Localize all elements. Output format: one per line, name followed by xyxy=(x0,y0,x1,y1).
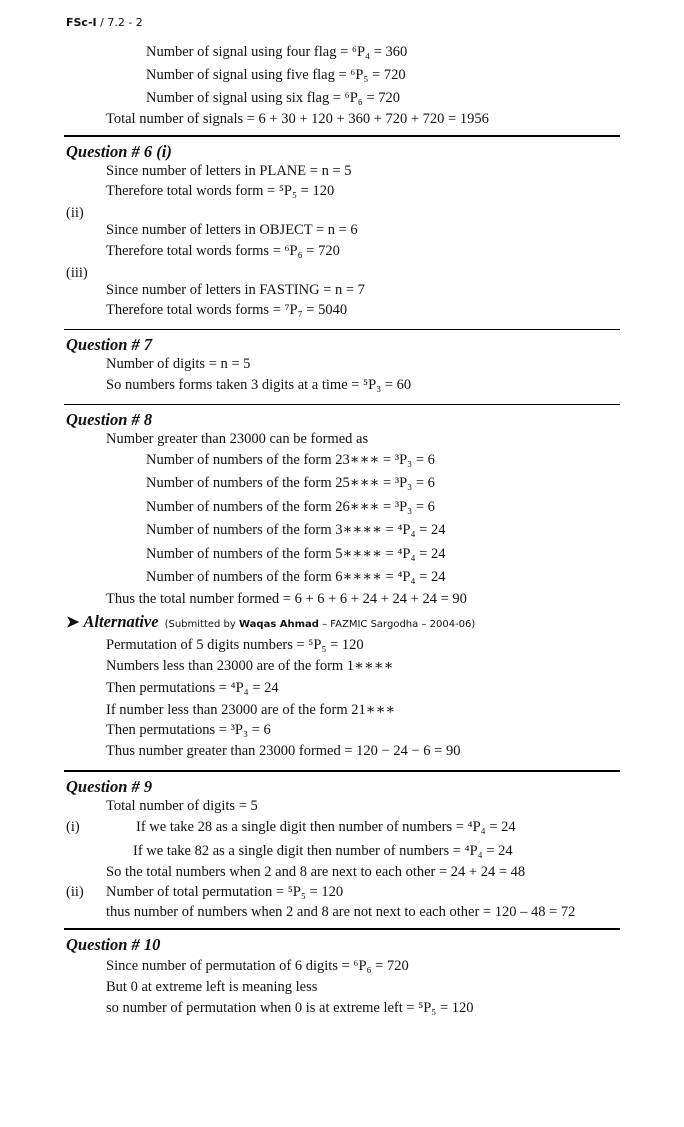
alt-line-1: Permutation of 5 digits numbers = ⁵P₅ = 120 xyxy=(106,637,364,653)
credit-name: Waqas Ahmad xyxy=(239,619,319,630)
q6-i-line-2: Therefore total words form = ⁵P₅ = 120 xyxy=(106,183,335,199)
section-divider xyxy=(64,928,620,930)
q9-total: Total number of digits = 5 xyxy=(106,798,258,814)
q6-ii-label: (ii) xyxy=(66,205,84,221)
signal-four-flag: Number of signal using four flag = ⁶P₄ = 360 xyxy=(146,44,408,60)
credit-prefix: (Submitted by xyxy=(164,619,239,630)
alt-line-2: Numbers less than 23000 are of the form 1∗∗∗∗ xyxy=(106,658,394,674)
q6-ii-line-1: Since number of letters in OBJECT = n = 6 xyxy=(106,222,358,238)
q6-i-line-1: Since number of letters in PLANE = n = 5 xyxy=(106,163,352,179)
section-divider xyxy=(64,329,620,330)
q8-form-6: Number of numbers of the form 6∗∗∗∗ = ⁴P₄ = 24 xyxy=(146,569,446,585)
signal-five-flag: Number of signal using five flag = ⁶P₅ = 720 xyxy=(146,67,406,83)
alt-line-6: Thus number greater than 23000 formed = 120 − 24 − 6 = 90 xyxy=(106,743,461,759)
alt-line-5: Then permutations = ³P₃ = 6 xyxy=(106,722,271,738)
alternative-credit xyxy=(165,619,476,630)
q7-line-1: Number of digits = n = 5 xyxy=(106,356,251,372)
q10-line-1: Since number of permutation of 6 digits = ⁶P₆ = 720 xyxy=(106,958,409,974)
q6-iii-line-2: Therefore total words forms = ⁷P₇ = 5040 xyxy=(106,302,348,318)
arrow-icon: ➤ xyxy=(66,614,80,631)
question-7-title: Question # 7 xyxy=(66,335,153,354)
question-8-title: Question # 8 xyxy=(66,410,153,429)
q8-form-3: Number of numbers of the form 26∗∗∗ = ³P₃ = 6 xyxy=(146,499,435,515)
page-header xyxy=(66,16,143,29)
alternative-title: Alternative xyxy=(83,612,159,631)
alternative-heading xyxy=(66,612,475,632)
q6-iii-label: (iii) xyxy=(66,265,88,281)
q10-line-2: But 0 at extreme left is meaning less xyxy=(106,979,318,995)
q7-line-2: So numbers forms taken 3 digits at a time = ⁵P₃ = 60 xyxy=(106,377,412,393)
signal-six-flag: Number of signal using six flag = ⁶P₆ = 720 xyxy=(146,90,401,106)
q10-line-3: so number of permutation when 0 is at extreme left = ⁵P₅ = 120 xyxy=(106,1000,474,1016)
q8-form-1: Number of numbers of the form 23∗∗∗ = ³P₃ = 6 xyxy=(146,452,435,468)
alt-line-4: If number less than 23000 are of the form 21∗∗∗ xyxy=(106,702,396,718)
alt-line-3: Then permutations = ⁴P₄ = 24 xyxy=(106,680,279,696)
q6-iii-line-1: Since number of letters in FASTING = n = 7 xyxy=(106,282,365,298)
header-rest: / 7.2 - 2 xyxy=(96,16,143,29)
q6-ii-line-2: Therefore total words forms = ⁶P₆ = 720 xyxy=(106,243,340,259)
question-6-title: Question # 6 (i) xyxy=(66,142,172,161)
q9-i-line-1: If we take 28 as a single digit then number of numbers = ⁴P₄ = 24 xyxy=(136,819,516,835)
total-signals: Total number of signals = 6 + 30 + 120 + 360 + 720 + 720 = 1956 xyxy=(106,111,489,127)
q8-total: Thus the total number formed = 6 + 6 + 6 + 24 + 24 + 24 = 90 xyxy=(106,591,467,607)
q8-form-2: Number of numbers of the form 25∗∗∗ = ³P₃ = 6 xyxy=(146,475,435,491)
section-divider xyxy=(64,770,620,772)
header-prefix: FSc-I xyxy=(66,16,97,29)
q9-ii-label: (ii) xyxy=(66,884,84,900)
q9-ii-line-1: Number of total permutation = ⁵P₅ = 120 xyxy=(106,884,344,900)
q9-i-label: (i) xyxy=(66,819,80,835)
q8-intro: Number greater than 23000 can be formed as xyxy=(106,431,369,447)
section-divider xyxy=(64,135,620,137)
q9-ii-line-2: thus number of numbers when 2 and 8 are not next to each other = 120 – 48 = 72 xyxy=(106,904,576,920)
q8-form-4: Number of numbers of the form 3∗∗∗∗ = ⁴P₄ = 24 xyxy=(146,522,446,538)
section-divider xyxy=(64,404,620,405)
question-10-title: Question # 10 xyxy=(66,935,161,954)
question-9-title: Question # 9 xyxy=(66,777,153,796)
credit-suffix: – FAZMIC Sargodha – 2004-06) xyxy=(318,619,476,630)
q8-form-5: Number of numbers of the form 5∗∗∗∗ = ⁴P₄ = 24 xyxy=(146,546,446,562)
q9-i-line-2: If we take 82 as a single digit then number of numbers = ⁴P₄ = 24 xyxy=(133,843,513,859)
q9-i-line-3: So the total numbers when 2 and 8 are next to each other = 24 + 24 = 48 xyxy=(106,864,526,880)
